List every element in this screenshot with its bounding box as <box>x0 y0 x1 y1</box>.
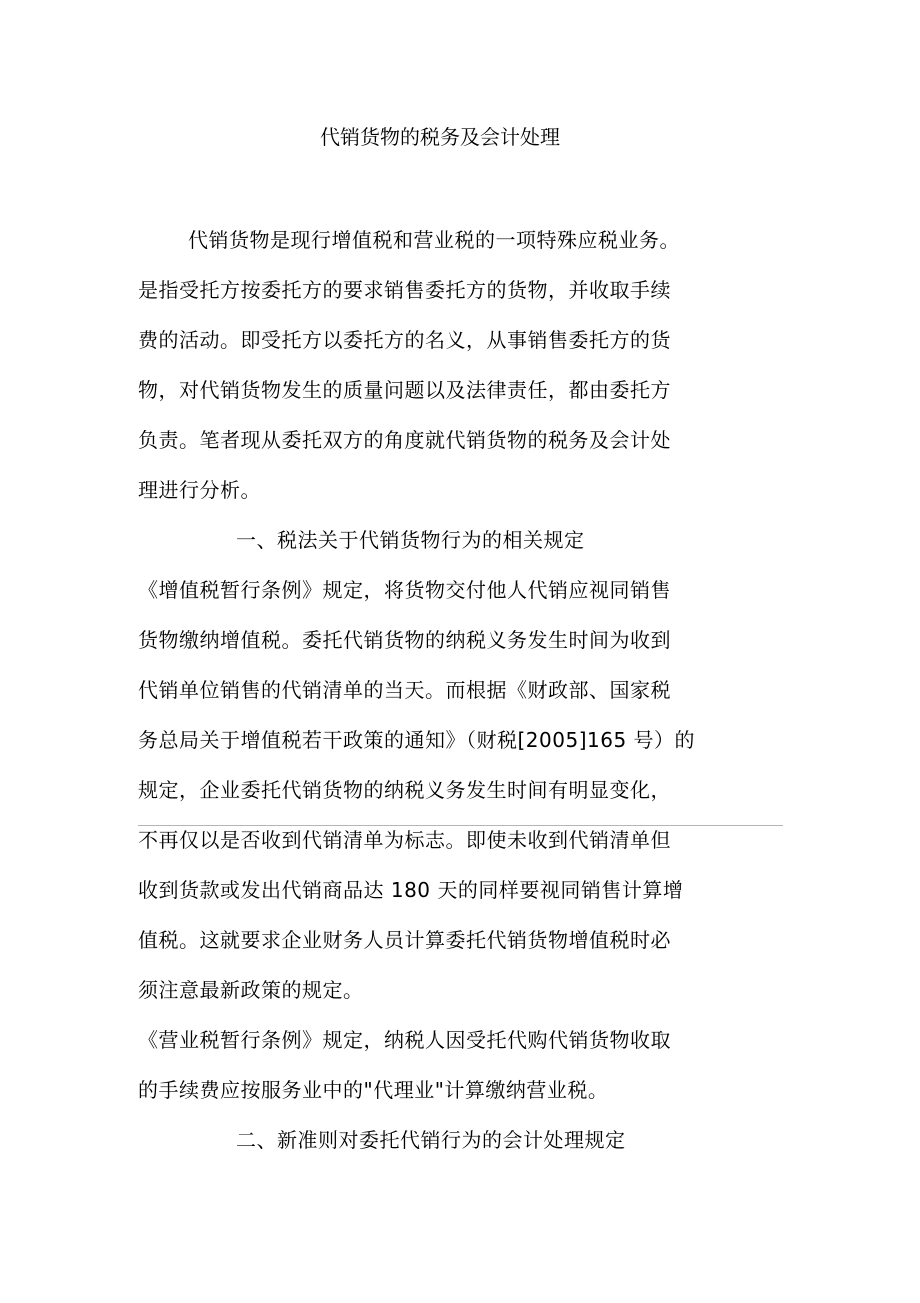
document-title: 代销货物的税务及会计处理 <box>320 125 560 149</box>
intro-line: 是指受托方按委托方的要求销售委托方的货物，并收取手续 <box>138 278 671 302</box>
paragraph-line: 《增值税暂行条例》规定，将货物交付他人代销应视同销售 <box>138 578 671 602</box>
intro-line: 代销货物是现行增值税和营业税的一项特殊应税业务。 <box>188 228 680 252</box>
paragraph-line: 的手续费应按服务业中的"代理业"计算缴纳营业税。 <box>138 1078 609 1102</box>
paragraph-line: 务总局关于增值税若干政策的通知》（财税[2005]165 号）的 <box>138 728 696 752</box>
intro-line: 理进行分析。 <box>138 478 261 502</box>
paragraph-line: 规定，企业委托代销货物的纳税义务发生时间有明显变化， <box>138 778 671 802</box>
intro-line: 物，对代销货物发生的质量问题以及法律责任，都由委托方 <box>138 378 671 402</box>
intro-line: 费的活动。即受托方以委托方的名义，从事销售委托方的货 <box>138 328 671 352</box>
intro-line: 负责。笔者现从委托双方的角度就代销货物的税务及会计处 <box>138 428 671 452</box>
paragraph-line: 不再仅以是否收到代销清单为标志。即使未收到代销清单但 <box>138 828 671 852</box>
section-heading: 二、新准则对委托代销行为的会计处理规定 <box>236 1128 626 1152</box>
paragraph-line: 《营业税暂行条例》规定，纳税人因受托代购代销货物收取 <box>138 1028 671 1052</box>
paragraph-line: 须注意最新政策的规定。 <box>138 978 364 1002</box>
paragraph-line: 收到货款或发出代销商品达 180 天的同样要视同销售计算增 <box>138 878 684 902</box>
paragraph-line: 货物缴纳增值税。委托代销货物的纳税义务发生时间为收到 <box>138 628 671 652</box>
section-heading: 一、税法关于代销货物行为的相关规定 <box>236 528 585 552</box>
paragraph-line: 值税。这就要求企业财务人员计算委托代销货物增值税时必 <box>138 928 671 952</box>
paragraph-line: 代销单位销售的代销清单的当天。而根据《财政部、国家税 <box>138 678 671 702</box>
